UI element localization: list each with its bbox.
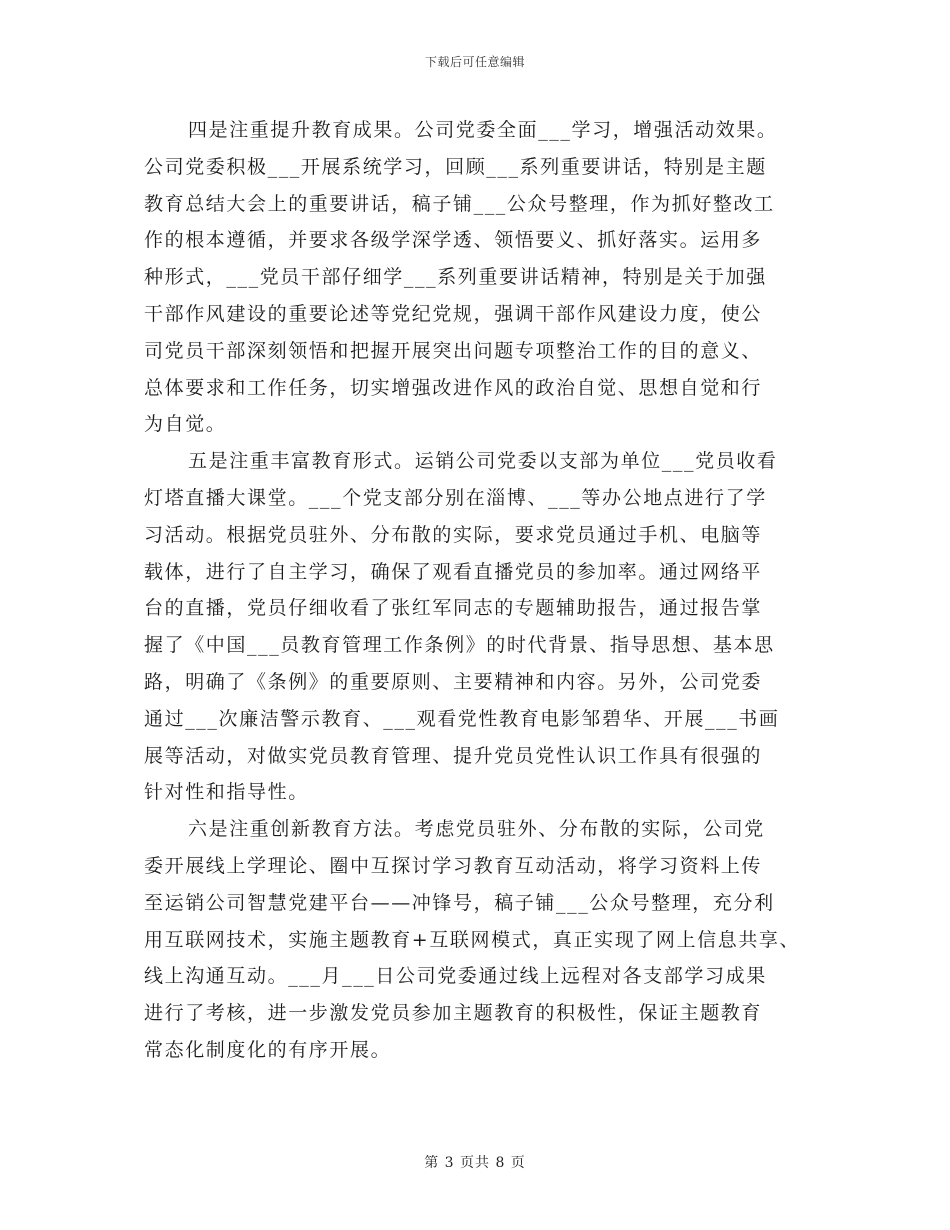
text-line: 线上沟通互动。___月___日公司党委通过线上远程对各支部学习成果 — [144, 965, 767, 988]
paragraph-first-line: 五是注重丰富教育形式。运销公司党委以支部为单位___党员收看 — [188, 450, 778, 473]
text-line: 载体，进行了自主学习，确保了观看直播党员的参加率。通过网络平 — [144, 560, 763, 583]
text-line: 干部作风建设的重要论述等党纪党规，强调干部作风建设力度，使公 — [144, 302, 763, 325]
text-line: 作的根本遵循，并要求各级学深学透、领悟要义、抓好落实。运用多 — [144, 229, 763, 252]
text-line: 总体要求和工作任务，切实增强改进作风的政治自觉、思想自觉和行 — [144, 376, 763, 399]
page-header: 下载后可任意编辑 — [424, 55, 525, 69]
text-line: 种形式，___党员干部仔细学___系列重要讲话精神，特别是关于加强 — [144, 266, 767, 289]
text-line: 公司党委积极___开展系统学习，回顾___系列重要讲话，特别是主题 — [144, 155, 767, 178]
text-line: 进行了考核，进一步激发党员参加主题教育的积极性，保证主题教育 — [144, 1002, 763, 1025]
text-line: 司党员干部深刻领悟和把握开展突出问题专项整治工作的目的意义、 — [144, 339, 763, 362]
text-line: 用互联网技术，实施主题教育+互联网模式，真正实现了网上信息共享、 — [144, 928, 801, 951]
text-line: 至运销公司智慧党建平台——冲锋号，稿子铺___公众号整理，充分利 — [144, 891, 775, 914]
paragraph-first-line: 四是注重提升教育成果。公司党委全面___学习，增强活动效果。 — [188, 119, 778, 141]
text-line: 灯塔直播大课堂。___个党支部分别在淄博、___等办公地点进行了学 — [144, 486, 767, 509]
text-line: 针对性和指导性。 — [144, 781, 309, 804]
text-line: 委开展线上学理论、圈中互探讨学习教育互动活动，将学习资料上传 — [144, 854, 763, 877]
text-line: 为自觉。 — [144, 413, 227, 436]
text-line: 常态化制度化的有序开展。 — [144, 1038, 392, 1061]
page-footer: 第 3 页共 8 页 — [424, 1155, 526, 1171]
text-line: 路，明确了《条例》的重要原则、主要精神和内容。另外，公司党委 — [144, 670, 763, 693]
document-body — [144, 112, 804, 1069]
text-line: 教育总结大会上的重要讲话，稿子铺___公众号整理，作为抓好整改工 — [144, 192, 775, 215]
paragraph-first-line: 六是注重创新教育方法。考虑党员驻外、分布散的实际，公司党 — [188, 818, 765, 841]
text-line: 握了《中国___员教育管理工作条例》的时代背景、指导思想、基本思 — [144, 634, 775, 657]
text-line: 展等活动，对做实党员教育管理、提升党员党性认识工作具有很强的 — [144, 744, 763, 767]
text-line: 台的直播，党员仔细收看了张红军同志的专题辅助报告，通过报告掌 — [144, 597, 763, 620]
text-line: 通过___次廉洁警示教育、___观看党性教育电影邹碧华、开展___书画 — [144, 707, 780, 730]
text-line: 习活动。根据党员驻外、分布散的实际，要求党员通过手机、电脑等 — [144, 523, 763, 546]
